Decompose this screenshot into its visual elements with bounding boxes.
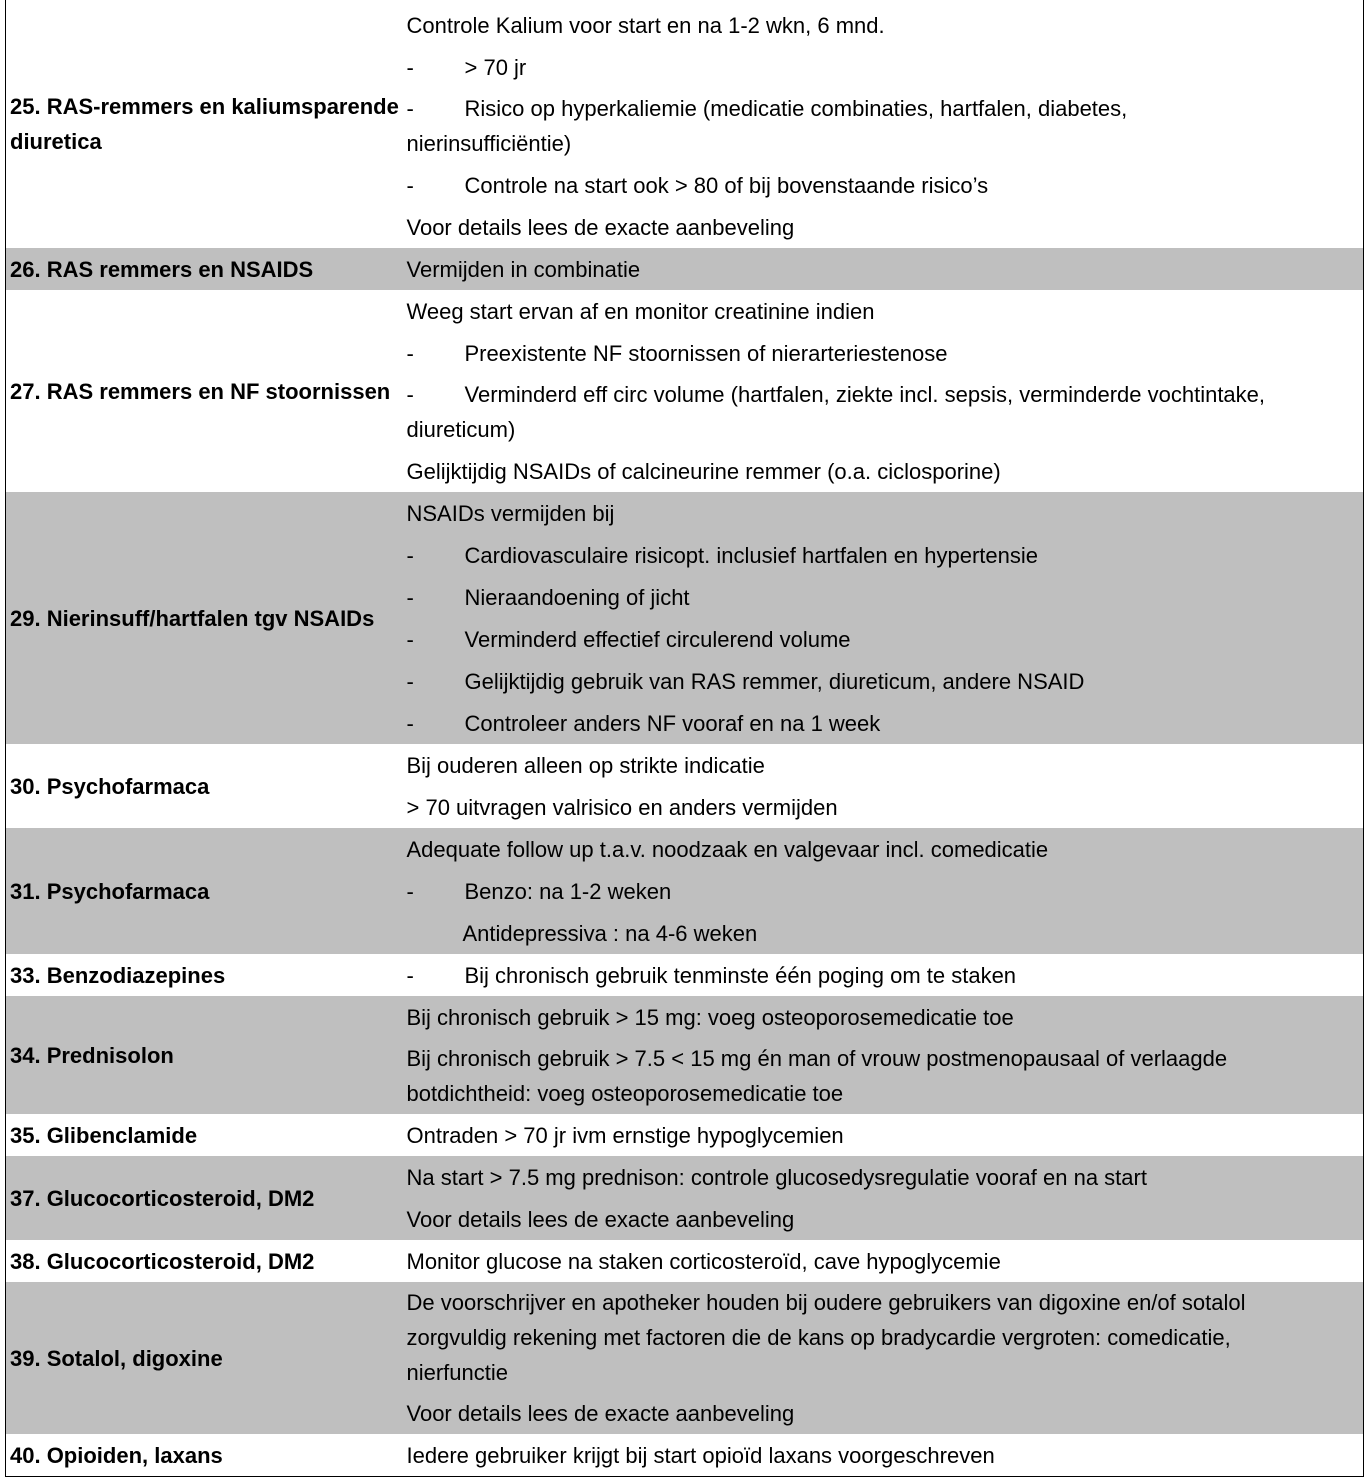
table-row xyxy=(6,1114,1364,1156)
row-content xyxy=(402,1434,1364,1477)
guideline-table xyxy=(5,0,1364,1477)
row-topic: 29. Nierinsuff/hartfalen tgv NSAIDs xyxy=(6,492,402,744)
line-text-continued: nierfunctie xyxy=(406,1360,509,1385)
row-topic: 38. Glucocorticosteroid, DM2 xyxy=(10,1248,315,1274)
row-content xyxy=(402,954,1364,996)
bullet-dash: - xyxy=(406,55,414,80)
row-line: Gelijktijdig NSAIDs of calcineurine remmer (o.a. ciclosporine) xyxy=(406,459,1001,484)
bullet-text: Bij chronisch gebruik tenminste één poging om te staken xyxy=(464,963,1017,988)
row-line: Weeg start ervan af en monitor creatinine indien xyxy=(406,299,875,324)
row-topic: 33. Benzodiazepines xyxy=(10,962,226,988)
row-content xyxy=(402,290,1364,492)
table-row xyxy=(6,0,1364,248)
bullet-item xyxy=(407,534,1364,576)
bullet-item xyxy=(407,46,1364,88)
row-line: Antidepressiva : na 4-6 weken xyxy=(462,921,758,946)
bullet-text: Cardiovasculaire risicopt. inclusief hartfalen en hypertensie xyxy=(464,543,1039,568)
bullet-item xyxy=(407,660,1364,702)
row-line: Controle Kalium voor start en na 1-2 wkn, 6 mnd. xyxy=(406,13,885,38)
line-text-continued: botdichtheid: voeg osteoporosemedicatie toe xyxy=(406,1081,844,1106)
bullet-item xyxy=(407,954,1364,996)
row-topic: 39. Sotalol, digoxine xyxy=(6,1282,402,1434)
row-line: Iedere gebruiker krijgt bij start opioïd laxans voorgeschreven xyxy=(406,1443,995,1468)
row-content xyxy=(402,492,1364,744)
bullet-dash: - xyxy=(406,341,414,366)
bullet-dash: - xyxy=(406,585,414,610)
row-topic: 37. Glucocorticosteroid, DM2 xyxy=(6,1156,402,1240)
bullet-dash: - xyxy=(406,382,414,407)
table-row xyxy=(6,1282,1364,1434)
row-line: Adequate follow up t.a.v. noodzaak en valgevaar incl. comedicatie xyxy=(406,837,1049,862)
row-topic: 26. RAS remmers en NSAIDS xyxy=(6,248,402,290)
table-row xyxy=(6,1434,1364,1477)
row-topic: 30. Psychofarmaca xyxy=(10,773,210,799)
row-line xyxy=(407,1038,1364,1114)
bullet-text-continued: diureticum) xyxy=(406,417,516,442)
bullet-dash: - xyxy=(406,173,414,198)
row-topic: 27. RAS remmers en NF stoornissen xyxy=(10,378,391,404)
bullet-text: > 70 jr xyxy=(464,55,527,80)
row-content xyxy=(402,1114,1364,1156)
row-content xyxy=(402,828,1364,954)
bullet-item xyxy=(407,88,1364,164)
table-row xyxy=(6,248,1364,290)
row-line: Vermijden in combinatie xyxy=(406,257,641,282)
table-row xyxy=(6,290,1364,492)
table-row xyxy=(6,954,1364,996)
row-line: Ontraden > 70 jr ivm ernstige hypoglycemien xyxy=(406,1123,844,1148)
table-row xyxy=(6,1156,1364,1240)
line-text: De voorschrijver en apotheker houden bij oudere gebruikers van digoxine en/of sotalol xyxy=(406,1290,1246,1315)
bullet-item xyxy=(407,576,1364,618)
bullet-item xyxy=(407,702,1364,744)
bullet-dash: - xyxy=(406,543,414,568)
table-row xyxy=(6,744,1364,828)
row-content xyxy=(402,1240,1364,1282)
row-content xyxy=(402,1156,1364,1240)
table-row xyxy=(6,492,1364,744)
row-line: Voor details lees de exacte aanbeveling xyxy=(406,1401,795,1426)
row-content xyxy=(402,1282,1364,1434)
row-topic: 35. Glibenclamide xyxy=(10,1122,198,1148)
line-text: Bij chronisch gebruik > 7.5 < 15 mg én man of vrouw postmenopausaal of verlaagde xyxy=(406,1046,1228,1071)
bullet-item xyxy=(407,374,1364,450)
bullet-dash: - xyxy=(406,96,414,121)
bullet-text: Preexistente NF stoornissen of nierarteriestenose xyxy=(464,341,948,366)
row-topic: 31. Psychofarmaca xyxy=(6,828,402,954)
table-row xyxy=(6,1240,1364,1282)
table-row xyxy=(6,996,1364,1114)
bullet-text: Nieraandoening of jicht xyxy=(464,585,690,610)
bullet-item xyxy=(407,870,1364,912)
row-content xyxy=(402,0,1364,248)
row-line xyxy=(407,1282,1364,1393)
row-line: NSAIDs vermijden bij xyxy=(406,501,615,526)
bullet-item xyxy=(407,332,1364,374)
bullet-dash: - xyxy=(406,627,414,652)
row-line: Monitor glucose na staken corticosteroïd, cave hypoglycemie xyxy=(406,1249,1001,1274)
table-row xyxy=(6,828,1364,954)
row-line: Voor details lees de exacte aanbeveling xyxy=(406,215,795,240)
bullet-text-continued: nierinsufficiëntie) xyxy=(406,131,572,156)
bullet-text: Risico op hyperkaliemie (medicatie combinaties, hartfalen, diabetes, xyxy=(464,96,1128,121)
bullet-text: Gelijktijdig gebruik van RAS remmer, diureticum, andere NSAID xyxy=(464,669,1085,694)
bullet-item xyxy=(407,164,1364,206)
bullet-dash: - xyxy=(406,963,414,988)
bullet-text: Controle na start ook > 80 of bij bovenstaande risico’s xyxy=(464,173,989,198)
row-topic: 25. RAS-remmers en kaliumsparende diuretica xyxy=(10,94,399,154)
row-content xyxy=(402,744,1364,828)
bullet-dash: - xyxy=(406,879,414,904)
bullet-text: Benzo: na 1-2 weken xyxy=(464,879,672,904)
row-content xyxy=(402,996,1364,1114)
bullet-dash: - xyxy=(406,669,414,694)
bullet-text: Verminderd eff circ volume (hartfalen, ziekte incl. sepsis, verminderde vochtintake, xyxy=(464,382,1266,407)
bullet-item xyxy=(407,618,1364,660)
row-line: > 70 uitvragen valrisico en anders vermijden xyxy=(406,795,838,820)
line-text-continued: zorgvuldig rekening met factoren die de kans op bradycardie vergroten: comedicatie, xyxy=(406,1325,1231,1350)
row-line: Bij ouderen alleen op strikte indicatie xyxy=(406,753,765,778)
row-topic: 34. Prednisolon xyxy=(6,996,402,1114)
row-line: Bij chronisch gebruik > 15 mg: voeg osteoporosemedicatie toe xyxy=(406,1005,1014,1030)
row-line: Na start > 7.5 mg prednison: controle glucosedysregulatie vooraf en na start xyxy=(406,1165,1147,1190)
row-line: Voor details lees de exacte aanbeveling xyxy=(406,1207,795,1232)
row-content xyxy=(402,248,1364,290)
row-topic: 40. Opioiden, laxans xyxy=(10,1442,223,1468)
bullet-text: Verminderd effectief circulerend volume xyxy=(464,627,851,652)
bullet-dash: - xyxy=(406,711,414,736)
bullet-text: Controleer anders NF vooraf en na 1 week xyxy=(464,711,881,736)
